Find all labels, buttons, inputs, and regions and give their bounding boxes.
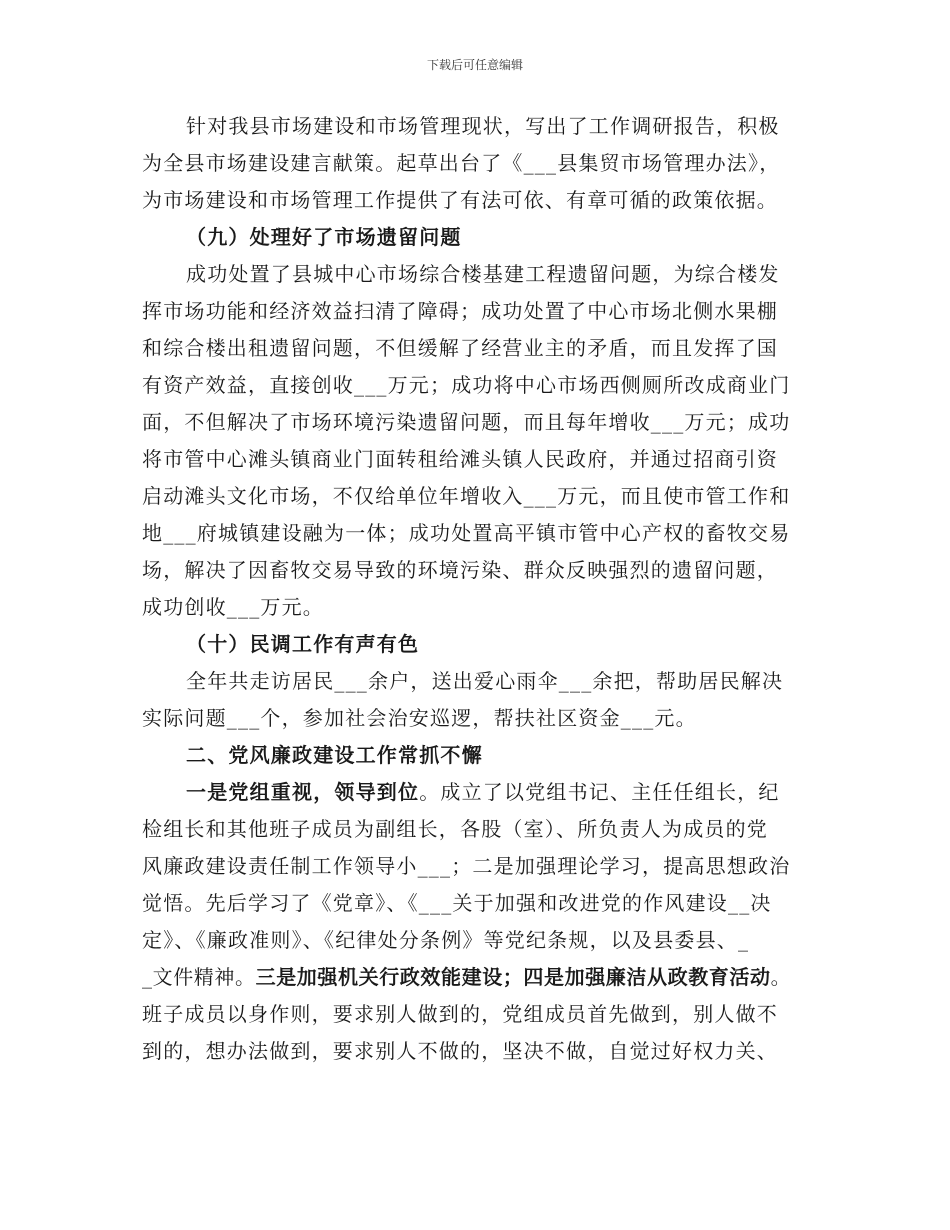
line-text: 地___府城镇建设融为一体；成功处置高平镇市管中心产权的畜牧交易 [142,521,791,545]
section-heading [142,737,822,774]
line-text: 到的，想办法做到，要求别人不做的，坚决不做，自觉过好权力关、 [142,1039,778,1063]
paragraph-line [142,145,822,182]
line-text: 风廉政建设责任制工作领导小___；二是加强理论学习，提高思想政治 [142,854,791,878]
line-text: 检组长和其他班子成员为副组长，各股（室）、所负责人为成员的党 [142,817,768,841]
line-text: 为市场建设和市场管理工作提供了有法可依、有章可循的政策依据。 [142,188,778,212]
paragraph-line [142,589,822,626]
paragraph-line [142,108,822,145]
page-header: 下载后可任意编辑 [426,58,523,72]
paragraph-line [142,959,822,996]
line-text: 面，不但解决了市场环境污染遗留问题，而且每年增收___万元；成功 [142,410,791,434]
line-text: 启动滩头文化市场，不仅给单位年增收入___万元，而且使市管工作和 [142,484,791,508]
paragraph-line [142,293,822,330]
section-heading [142,219,822,256]
line-text: 觉悟。先后学习了《党章》、《___关于加强和改进党的作风建设__决 [142,891,772,915]
line-text: 将市管中心滩头镇商业门面转租给滩头镇人民政府，并通过招商引资 [142,447,778,471]
paragraph-line [142,441,822,478]
line-tail-text: 。 [770,965,792,989]
paragraph-line [142,515,822,552]
document-body [142,108,822,1070]
paragraph-line [142,774,822,811]
line-text: 有资产效益，直接创收___万元；成功将中心市场西侧厕所改成商业门 [142,373,791,397]
heading-text: （九）处理好了市场遗留问题 [186,225,462,249]
line-text: 成功创收___万元。 [142,595,324,619]
paragraph-line [142,811,822,848]
paragraph-line [142,700,822,737]
line-text: 为全县市场建设建言献策。起草出台了《___县集贸市场管理办法》， [142,151,781,175]
line-text: 定》、《廉政准则》、《纪律处分条例》等党纪条规，以及县委县、_ [142,928,750,952]
line-text: 班子成员以身作则，要求别人做到的，党组成员首先做到，别人做不 [142,1002,778,1026]
paragraph-line [142,256,822,293]
paragraph-line [142,996,822,1033]
paragraph-line [142,182,822,219]
paragraph-line [142,552,822,589]
paragraph-line [142,885,822,922]
line-text: 针对我县市场建设和市场管理现状，写出了工作调研报告，积极 [186,114,780,138]
heading-text: （十）民调工作有声有色 [186,632,420,656]
bold-inline-text: 三是加强机关行政效能建设；四是加强廉洁从政教育活动 [255,965,771,989]
paragraph-line [142,922,822,959]
line-text: 挥市场功能和经济效益扫清了障碍；成功处置了中心市场北侧水果棚 [142,299,778,323]
paragraph-line [142,330,822,367]
line-text: 全年共走访居民___余户，送出爱心雨伞___余把，帮助居民解决 [186,669,784,693]
paragraph-line [142,367,822,404]
paragraph-line [142,848,822,885]
line-text: 。成立了以党组书记、主任任组长，纪 [419,780,780,804]
section-heading [142,626,822,663]
line-text: 场，解决了因畜牧交易导致的环境污染、群众反映强烈的遗留问题， [142,558,778,582]
heading-text: 二、党风廉政建设工作常抓不懈 [186,743,483,767]
line-text: _文件精神。 [142,965,256,989]
paragraph-line [142,1033,822,1070]
paragraph-line [142,404,822,441]
line-text: 成功处置了县城中心市场综合楼基建工程遗留问题，为综合楼发 [186,262,780,286]
line-text: 和综合楼出租遗留问题，不但缓解了经营业主的矛盾，而且发挥了国 [142,336,778,360]
line-text: 实际问题___个，参加社会治安巡逻，帮扶社区资金___元。 [142,706,697,730]
paragraph-line [142,663,822,700]
paragraph-line [142,478,822,515]
bold-lead-text: 一是党组重视，领导到位 [186,780,420,804]
